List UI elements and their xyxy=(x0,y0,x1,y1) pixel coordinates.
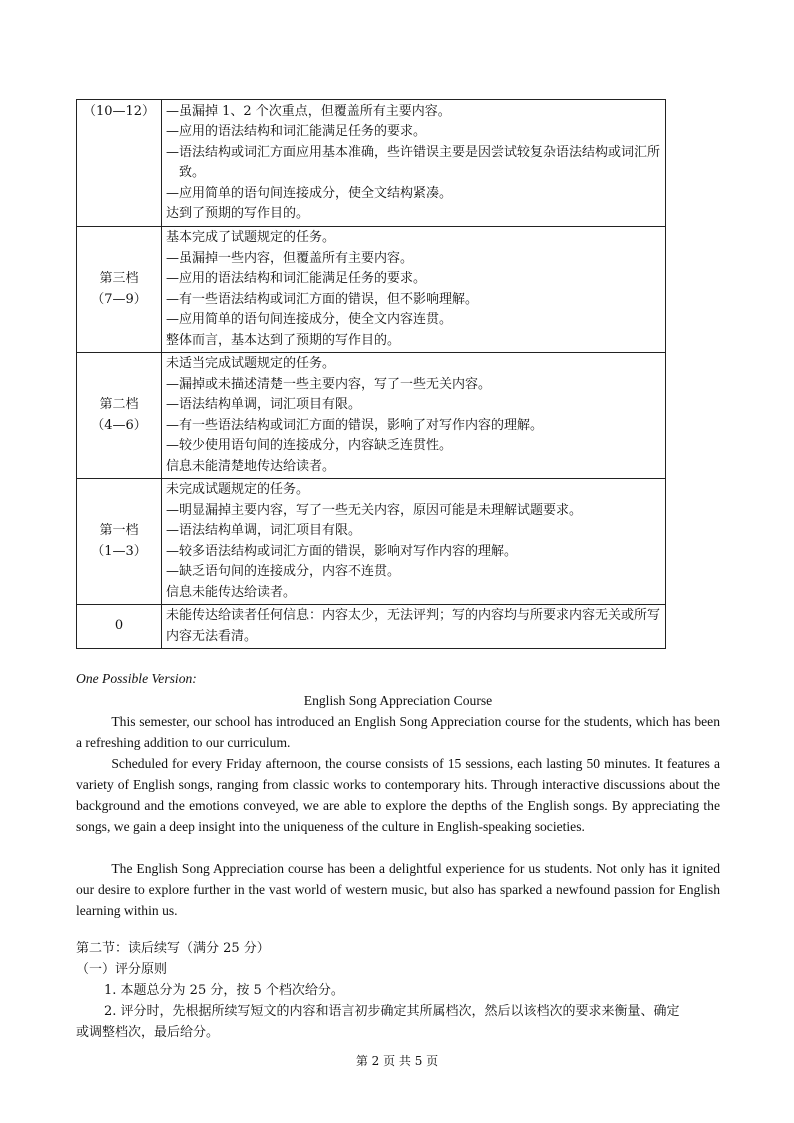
rubric-line: —缺乏语句间的连接成分，内容不连贯。 xyxy=(166,564,401,579)
scoring-rubric-table xyxy=(76,99,666,649)
principle-item: 2. 评分时，先根据所续写短文的内容和语言初步确定其所属档次，然后以该档次的要求来衡量、确定 xyxy=(104,1004,680,1019)
rubric-line: —较多语法结构或词汇方面的错误，影响对写作内容的理解。 xyxy=(166,543,518,559)
rubric-line: 基本完成了试题规定的任务。 xyxy=(166,230,336,245)
rubric-line: —漏掉或未描述清楚一些主要内容，写了一些无关内容。 xyxy=(166,376,492,392)
rubric-line: —语法结构或词汇方面应用基本准确，些许错误主要是因尝试较复杂语法结构或词汇所致。 xyxy=(166,144,661,180)
principle-item: 或调整档次，最后给分。 xyxy=(76,1025,220,1040)
rubric-line: —虽漏掉 1、2 个次重点，但覆盖所有主要内容。 xyxy=(166,103,451,119)
rubric-level-cell xyxy=(77,479,162,605)
rubric-line: —应用简单的语句间连接成分，使全文内容连贯。 xyxy=(166,312,453,327)
level-range: （4—6） xyxy=(91,417,147,433)
rubric-row-level2 xyxy=(77,353,666,479)
level-label: 第一档 xyxy=(99,523,139,538)
level-label: 第三档 xyxy=(99,271,139,286)
rubric-description-cell xyxy=(162,605,666,649)
rubric-line: 未能传达给读者任何信息：内容太少，无法评判；写的内容均与所要求内容无关或所写内容无法看清。 xyxy=(166,608,661,644)
page-number: 第 2 页 共 5 页 xyxy=(355,1054,439,1068)
rubric-line: 达到了预期的写作目的。 xyxy=(166,206,310,221)
principle-item: 1. 本题总分为 25 分，按 5 个档次给分。 xyxy=(104,983,344,998)
rubric-line: —语法结构单调，词汇项目有限。 xyxy=(166,523,362,538)
rubric-description-cell xyxy=(162,100,666,227)
rubric-row-level0 xyxy=(77,605,666,649)
rubric-line: —有一些语法结构或词汇方面的错误，影响了对写作内容的理解。 xyxy=(166,417,544,433)
rubric-description-cell xyxy=(162,353,666,479)
rubric-line: —应用简单的语句间连接成分，使全文结构紧凑。 xyxy=(166,185,453,201)
rubric-description-cell xyxy=(162,479,666,605)
rubric-line: —应用的语法结构和词汇能满足任务的要求。 xyxy=(166,124,427,139)
rubric-line: —语法结构单调，词汇项目有限。 xyxy=(166,397,362,412)
section-heading: 第二节：读后续写（满分 25 分） xyxy=(76,941,270,956)
rubric-line: 信息未能清楚地传达给读者。 xyxy=(166,458,336,474)
version-label: One Possible Version: xyxy=(76,671,197,686)
essay-paragraph: Scheduled for every Friday afternoon, the course consists of 15 sessions, each lasting 50 minutes. It features a variety of English songs, ranging from classic works to contemporary hits. Through interactive discussions about the background and the emotions conveyed, we are able to explore the depths of the English songs. By appreciating the songs, we gain a deep insight into the uniqueness of the culture in English-speaking societies. xyxy=(76,756,720,834)
rubric-line: 未适当完成试题规定的任务。 xyxy=(166,356,336,371)
rubric-line: 未完成试题规定的任务。 xyxy=(166,482,310,497)
level-range: （7—9） xyxy=(91,291,147,307)
essay-paragraph: This semester, our school has introduced an English Song Appreciation course for the students, which has been a refreshing addition to our curriculum. xyxy=(76,714,720,750)
rubric-line: —应用的语法结构和词汇能满足任务的要求。 xyxy=(166,271,427,286)
rubric-level-cell xyxy=(77,353,162,479)
rubric-row-level4 xyxy=(77,100,666,227)
rubric-row-level3 xyxy=(77,227,666,353)
essay-title: English Song Appreciation Course xyxy=(303,693,493,708)
section-subheading: （一）评分原则 xyxy=(76,962,168,977)
level-range: （10—12） xyxy=(82,104,156,119)
rubric-row-level1 xyxy=(77,479,666,605)
level-label: 第二档 xyxy=(99,397,139,412)
rubric-line: —虽漏掉一些内容，但覆盖所有主要内容。 xyxy=(166,250,414,266)
rubric-level-cell xyxy=(77,227,162,353)
essay-paragraph: The English Song Appreciation course has been a delightful experience for us students. Not only has it ignited our desire to explore further in the vast world of western music, but also has sparked a newfound passion for English learning within us. xyxy=(76,861,720,918)
rubric-line: —明显漏掉主要内容，写了一些无关内容，原因可能是未理解试题要求。 xyxy=(166,502,583,518)
level-range: （1—3） xyxy=(91,543,147,559)
rubric-description-cell xyxy=(162,227,666,353)
rubric-level-cell xyxy=(77,605,162,649)
rubric-line: 整体而言，基本达到了预期的写作目的。 xyxy=(166,332,401,348)
rubric-line: —较少使用语句间的连接成分，内容缺乏连贯性。 xyxy=(166,438,453,453)
level-label: 0 xyxy=(114,618,124,634)
rubric-level-cell xyxy=(77,100,162,227)
rubric-line: 信息未能传达给读者。 xyxy=(166,584,297,600)
rubric-line: —有一些语法结构或词汇方面的错误，但不影响理解。 xyxy=(166,291,479,307)
